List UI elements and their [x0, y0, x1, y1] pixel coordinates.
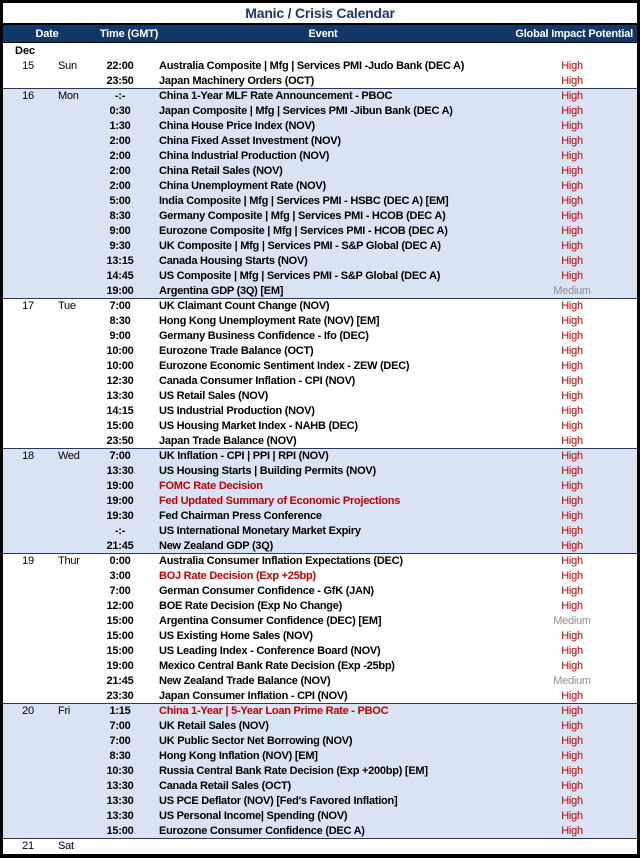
event-title: Eurozone Trade Balance (OCT): [159, 344, 314, 357]
impact-badge: Medium: [553, 614, 591, 627]
column-header-date: Date: [35, 27, 59, 40]
event-title: BOE Rate Decision (Exp No Change): [159, 599, 343, 612]
event-title: Canada Housing Starts (NOV): [159, 254, 308, 267]
event-time: 0:30: [109, 104, 131, 117]
event-row: [3, 583, 637, 598]
event-title: US International Monetary Market Expiry: [159, 524, 361, 537]
month-label-row: [3, 43, 637, 58]
date-weekday: Thur: [58, 555, 80, 567]
impact-badge: High: [561, 149, 583, 162]
event-time: 10:00: [106, 344, 134, 357]
calendar-body: [3, 43, 637, 853]
event-time: -:-: [114, 90, 126, 102]
event-time: 8:30: [109, 209, 131, 222]
event-title: Mexico Central Bank Rate Decision (Exp -25bp): [159, 659, 395, 672]
impact-badge: High: [561, 359, 583, 372]
date-day: 18: [22, 450, 34, 462]
date-weekday: Fri: [58, 705, 71, 717]
event-row: [3, 838, 637, 853]
impact-badge: High: [561, 599, 583, 612]
impact-badge: High: [561, 629, 583, 642]
event-time: 9:00: [109, 224, 131, 237]
event-title: FOMC Rate Decision: [159, 479, 263, 492]
event-time: 22:00: [106, 59, 134, 72]
impact-badge: High: [561, 689, 583, 702]
date-weekday: Tue: [58, 300, 76, 312]
event-time: 23:50: [106, 74, 134, 87]
impact-badge: High: [561, 404, 583, 417]
event-row: [3, 688, 637, 703]
event-time: 13:30: [106, 794, 134, 807]
event-title: Hong Kong Unemployment Rate (NOV) [EM]: [159, 314, 380, 327]
event-title: UK Inflation - CPI | PPI | RPI (NOV): [159, 450, 329, 462]
event-row: [3, 373, 637, 388]
impact-badge: High: [561, 659, 583, 672]
event-row: [3, 808, 637, 823]
event-row: [3, 343, 637, 358]
impact-badge: High: [561, 179, 583, 192]
impact-badge: High: [561, 134, 583, 147]
event-time: 7:00: [109, 584, 131, 597]
event-time: 23:30: [106, 689, 134, 702]
date-day: 19: [22, 555, 34, 567]
date-day: 15: [22, 59, 34, 72]
impact-badge: High: [561, 779, 583, 792]
event-row: [3, 538, 637, 553]
impact-badge: High: [561, 644, 583, 657]
impact-badge: High: [561, 59, 583, 72]
event-title: Eurozone Consumer Confidence (DEC A): [159, 824, 365, 837]
column-header-time: Time (GMT): [99, 27, 159, 40]
event-row: [3, 733, 637, 748]
event-row: [3, 628, 637, 643]
event-time: 9:00: [109, 329, 131, 342]
event-row: [3, 448, 637, 463]
event-row: [3, 283, 637, 298]
event-title: Argentina Consumer Confidence (DEC) [EM]: [159, 614, 382, 627]
event-time: 0:00: [109, 555, 131, 567]
event-title: Australia Composite | Mfg | Services PMI -Judo Bank (DEC A): [159, 59, 465, 72]
date-weekday: Sun: [58, 59, 77, 72]
event-title: New Zealand GDP (3Q): [159, 539, 273, 552]
event-row: [3, 58, 637, 73]
event-title: Japan Consumer Inflation - CPI (NOV): [159, 689, 348, 702]
event-row: [3, 328, 637, 343]
event-time: 13:30: [106, 464, 134, 477]
event-time: 9:30: [109, 239, 131, 252]
event-row: [3, 718, 637, 733]
impact-badge: High: [561, 524, 583, 537]
event-time: 10:30: [106, 764, 134, 777]
event-time: 7:00: [109, 300, 131, 312]
event-row: [3, 418, 637, 433]
impact-badge: High: [561, 224, 583, 237]
event-title: China Unemployment Rate (NOV): [159, 179, 326, 192]
impact-badge: High: [561, 450, 583, 462]
impact-badge: High: [561, 509, 583, 522]
impact-badge: High: [561, 374, 583, 387]
event-time: 2:00: [109, 179, 131, 192]
event-title: US Leading Index - Conference Board (NOV): [159, 644, 381, 657]
event-row: [3, 763, 637, 778]
impact-badge: High: [561, 74, 583, 87]
event-row: [3, 658, 637, 673]
event-time: 5:00: [109, 194, 131, 207]
event-title: US Existing Home Sales (NOV): [159, 629, 313, 642]
event-time: 14:45: [106, 269, 134, 282]
impact-badge: High: [561, 719, 583, 732]
date-day: 20: [22, 705, 34, 717]
event-time: 19:00: [106, 494, 134, 507]
event-title: Canada Retail Sales (OCT): [159, 779, 291, 792]
event-title: US Housing Market Index - NAHB (DEC): [159, 419, 358, 432]
impact-badge: High: [561, 300, 583, 312]
event-title: Japan Machinery Orders (OCT): [159, 74, 314, 87]
event-title: Germany Composite | Mfg | Services PMI - HCOB (DEC A): [159, 209, 446, 222]
date-weekday: Mon: [58, 90, 79, 102]
event-row: [3, 598, 637, 613]
impact-badge: High: [561, 749, 583, 762]
impact-badge: High: [561, 494, 583, 507]
event-title: China 1-Year | 5-Year Loan Prime Rate - PBOC: [159, 705, 389, 717]
event-time: 2:00: [109, 164, 131, 177]
impact-badge: High: [561, 824, 583, 837]
date-day: 16: [22, 90, 34, 102]
event-time: 7:00: [109, 719, 131, 732]
impact-badge: High: [561, 119, 583, 132]
event-row: [3, 463, 637, 478]
event-row: [3, 748, 637, 763]
event-title: Canada Consumer Inflation - CPI (NOV): [159, 374, 356, 387]
impact-badge: High: [561, 479, 583, 492]
event-row: [3, 508, 637, 523]
event-row: [3, 823, 637, 838]
date-day: 21: [22, 840, 34, 852]
event-time: 13:30: [106, 389, 134, 402]
event-title: New Zealand Trade Balance (NOV): [159, 674, 331, 687]
impact-badge: High: [561, 344, 583, 357]
impact-badge: High: [561, 555, 583, 567]
impact-badge: High: [561, 164, 583, 177]
event-row: [3, 793, 637, 808]
impact-badge: High: [561, 809, 583, 822]
event-title: China Industrial Production (NOV): [159, 149, 330, 162]
event-title: German Consumer Confidence - GfK (JAN): [159, 584, 374, 597]
impact-badge: High: [561, 269, 583, 282]
date-weekday: Wed: [58, 450, 80, 462]
event-row: [3, 553, 637, 568]
event-time: 19:00: [106, 284, 134, 297]
event-title: US Industrial Production (NOV): [159, 404, 315, 417]
event-time: 13:30: [106, 779, 134, 792]
event-row: [3, 118, 637, 133]
event-title: Japan Trade Balance (NOV): [159, 434, 297, 447]
date-weekday: Sat: [58, 840, 74, 852]
event-row: [3, 133, 637, 148]
event-time: 19:00: [106, 479, 134, 492]
event-time: 2:00: [109, 134, 131, 147]
event-time: 15:00: [106, 629, 134, 642]
impact-badge: High: [561, 104, 583, 117]
page-title: Manic / Crisis Calendar: [3, 3, 637, 25]
event-time: 10:00: [106, 359, 134, 372]
event-title: India Composite | Mfg | Services PMI - HSBC (DEC A) [EM]: [159, 194, 449, 207]
event-title: Eurozone Economic Sentiment Index - ZEW (DEC): [159, 359, 410, 372]
impact-badge: High: [561, 239, 583, 252]
event-row: [3, 643, 637, 658]
event-row: [3, 103, 637, 118]
event-row: [3, 403, 637, 418]
impact-badge: High: [561, 584, 583, 597]
event-title: Fed Chairman Press Conference: [159, 509, 322, 522]
table-header-row: [3, 25, 637, 43]
date-day: 17: [22, 300, 34, 312]
event-row: [3, 673, 637, 688]
impact-badge: High: [561, 209, 583, 222]
event-time: 14:15: [106, 404, 134, 417]
event-title: US PCE Deflator (NOV) [Fed's Favored Inflation]: [159, 794, 398, 807]
event-title: US Composite | Mfg | Services PMI - S&P Global (DEC A): [159, 269, 441, 282]
impact-badge: High: [561, 705, 583, 717]
event-row: [3, 493, 637, 508]
event-time: 8:30: [109, 314, 131, 327]
event-time: 19:30: [106, 509, 134, 522]
event-row: [3, 88, 637, 103]
event-row: [3, 568, 637, 583]
event-time: 15:00: [106, 419, 134, 432]
impact-badge: High: [561, 464, 583, 477]
event-title: Hong Kong Inflation (NOV) [EM]: [159, 749, 318, 762]
impact-badge: High: [561, 764, 583, 777]
event-time: 21:45: [106, 539, 134, 552]
event-title: China 1-Year MLF Rate Announcement - PBOC: [159, 90, 393, 102]
event-row: [3, 298, 637, 313]
event-row: [3, 238, 637, 253]
event-title: Russia Central Bank Rate Decision (Exp +200bp) [EM]: [159, 764, 428, 777]
event-title: Australia Consumer Inflation Expectations (DEC): [159, 555, 403, 567]
event-time: 1:15: [109, 705, 131, 717]
event-time: 15:00: [106, 644, 134, 657]
event-time: 2:00: [109, 149, 131, 162]
event-row: [3, 208, 637, 223]
impact-badge: Medium: [553, 284, 591, 297]
event-time: 3:00: [109, 569, 131, 582]
impact-badge: High: [561, 90, 583, 102]
event-row: [3, 178, 637, 193]
event-title: Argentina GDP (3Q) [EM]: [159, 284, 284, 297]
impact-badge: High: [561, 389, 583, 402]
impact-badge: High: [561, 194, 583, 207]
event-title: UK Composite | Mfg | Services PMI - S&P Global (DEC A): [159, 239, 441, 252]
event-time: 1:30: [109, 119, 131, 132]
event-row: [3, 148, 637, 163]
event-title: UK Public Sector Net Borrowing (NOV): [159, 734, 353, 747]
event-title: US Housing Starts | Building Permits (NOV): [159, 464, 376, 477]
event-title: UK Retail Sales (NOV): [159, 719, 269, 732]
event-time: 19:00: [106, 659, 134, 672]
event-row: [3, 433, 637, 448]
event-row: [3, 73, 637, 88]
event-time: -:-: [114, 524, 126, 537]
event-row: [3, 358, 637, 373]
event-row: [3, 613, 637, 628]
impact-badge: High: [561, 329, 583, 342]
event-title: China Fixed Asset Investment (NOV): [159, 134, 341, 147]
impact-badge: High: [561, 569, 583, 582]
event-row: [3, 523, 637, 538]
event-title: UK Claimant Count Change (NOV): [159, 300, 330, 312]
impact-badge: High: [561, 794, 583, 807]
month-label: Dec: [15, 44, 36, 57]
impact-badge: High: [561, 254, 583, 267]
event-time: 13:15: [106, 254, 134, 267]
event-row: [3, 778, 637, 793]
event-row: [3, 253, 637, 268]
impact-badge: High: [561, 539, 583, 552]
event-title: Japan Composite | Mfg | Services PMI -Jibun Bank (DEC A): [159, 104, 453, 117]
event-row: [3, 163, 637, 178]
impact-badge: High: [561, 314, 583, 327]
event-time: 12:00: [106, 599, 134, 612]
column-header-event: Event: [308, 27, 338, 40]
event-row: [3, 268, 637, 283]
event-time: 15:00: [106, 824, 134, 837]
event-title: China Retail Sales (NOV): [159, 164, 283, 177]
event-time: 8:30: [109, 749, 131, 762]
event-row: [3, 193, 637, 208]
event-time: 21:45: [106, 674, 134, 687]
impact-badge: Medium: [553, 674, 591, 687]
impact-badge: High: [561, 419, 583, 432]
event-row: [3, 313, 637, 328]
impact-badge: High: [561, 734, 583, 747]
event-time: 7:00: [109, 734, 131, 747]
event-title: US Retail Sales (NOV): [159, 389, 269, 402]
impact-badge: High: [561, 434, 583, 447]
column-header-impact: Global Impact Potential: [515, 27, 633, 40]
event-title: Fed Updated Summary of Economic Projections: [159, 494, 401, 507]
event-row: [3, 388, 637, 403]
event-row: [3, 223, 637, 238]
event-title: Eurozone Composite | Mfg | Services PMI - HCOB (DEC A): [159, 224, 448, 237]
event-time: 12:30: [106, 374, 134, 387]
event-time: 13:30: [106, 809, 134, 822]
event-title: BOJ Rate Decision (Exp +25bp): [159, 569, 316, 582]
event-row: [3, 703, 637, 718]
event-title: China House Price Index (NOV): [159, 119, 315, 132]
event-time: 23:50: [106, 434, 134, 447]
event-title: Germany Business Confidence - Ifo (DEC): [159, 329, 369, 342]
event-title: US Personal Income| Spending (NOV): [159, 809, 348, 822]
event-row: [3, 478, 637, 493]
event-time: 15:00: [106, 614, 134, 627]
event-time: 7:00: [109, 450, 131, 462]
